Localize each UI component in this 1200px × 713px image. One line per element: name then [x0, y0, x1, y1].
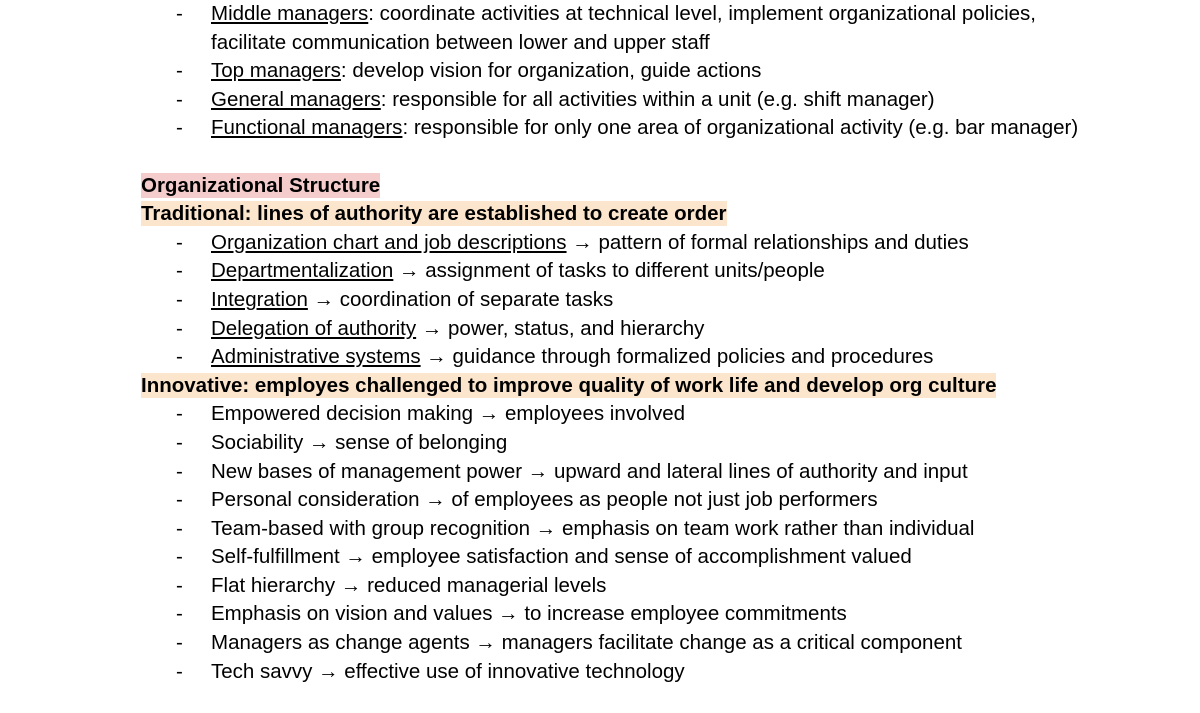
description-text: : responsible for only one area of organizational activity (e.g. bar manager) [402, 116, 1079, 140]
innovative-heading-row [0, 372, 1200, 401]
description-text: → pattern of formal relationships and duties [566, 230, 969, 254]
list-item [176, 114, 1091, 143]
description-text: → assignment of tasks to different units/people [393, 259, 825, 283]
list-item [176, 286, 1091, 315]
description-text: → power, status, and hierarchy [416, 316, 705, 340]
bullet-dash: - [176, 116, 183, 140]
bullet-dash: - [176, 545, 183, 569]
item-text: New bases of management power → upward and lateral lines of authority and input [211, 459, 968, 483]
bullet-dash: - [176, 631, 183, 655]
list-item [176, 658, 1091, 687]
bullet-dash: - [176, 573, 183, 597]
description-text: : coordinate activities at technical level, implement organizational policies, facilitate communication between lower and upper staff [211, 2, 1036, 54]
list-item [176, 57, 1091, 86]
bullet-dash: - [176, 516, 183, 540]
term-text: Top managers [211, 59, 341, 83]
description-text: → guidance through formalized policies and procedures [420, 345, 934, 369]
bullet-dash: - [176, 345, 183, 369]
list-item [176, 543, 1091, 572]
bullet-dash: - [176, 402, 183, 426]
bullet-dash: - [176, 316, 183, 340]
bullet-dash: - [176, 2, 183, 25]
bullet-dash: - [176, 259, 183, 283]
term-text: General managers [211, 87, 381, 111]
section-heading: Organizational Structure [141, 173, 381, 197]
traditional-heading: Traditional: lines of authority are established to create order [141, 202, 727, 226]
term-text: Functional managers [211, 116, 403, 140]
list-item [176, 315, 1091, 344]
list-item [176, 600, 1091, 629]
bullet-dash: - [176, 459, 183, 483]
item-text: Flat hierarchy → reduced managerial levels [211, 573, 607, 597]
item-text: Emphasis on vision and values → to increase employee commitments [211, 602, 847, 626]
term-text: Administrative systems [211, 345, 421, 369]
item-text: Empowered decision making → employees involved [211, 402, 686, 426]
list-item [176, 0, 1091, 57]
bullet-dash: - [176, 87, 183, 111]
section-heading-row [0, 172, 1200, 201]
managers-list [0, 0, 1091, 143]
innovative-list [0, 400, 1091, 686]
bullet-dash: - [176, 287, 183, 311]
traditional-list [0, 229, 1091, 372]
bullet-dash: - [176, 230, 183, 254]
term-text: Departmentalization [211, 259, 394, 283]
innovative-heading: Innovative: employes challenged to improve quality of work life and develop org culture [141, 373, 997, 397]
list-item [176, 572, 1091, 601]
item-text: Sociability → sense of belonging [211, 430, 508, 454]
list-item [176, 515, 1091, 544]
term-text: Integration [211, 287, 308, 311]
list-item [176, 429, 1091, 458]
paragraph-gap [0, 143, 1200, 172]
list-item [176, 400, 1091, 429]
list-item [176, 486, 1091, 515]
list-item [176, 629, 1091, 658]
item-text: Team-based with group recognition → emphasis on team work rather than individual [211, 516, 975, 540]
bullet-dash: - [176, 602, 183, 626]
bullet-dash: - [176, 59, 183, 83]
item-text: Managers as change agents → managers facilitate change as a critical component [211, 631, 962, 655]
description-text: → coordination of separate tasks [307, 287, 614, 311]
bullet-dash: - [176, 430, 183, 454]
list-item [176, 458, 1091, 487]
list-item [176, 257, 1091, 286]
traditional-heading-row [0, 200, 1200, 229]
list-item [176, 343, 1091, 372]
term-text: Organization chart and job descriptions [211, 230, 567, 254]
item-text: Tech savvy → effective use of innovative technology [211, 659, 685, 683]
description-text: : responsible for all activities within a unit (e.g. shift manager) [380, 87, 935, 111]
description-text: : develop vision for organization, guide actions [340, 59, 762, 83]
term-text: Delegation of authority [211, 316, 417, 340]
item-text: Personal consideration → of employees as people not just job performers [211, 488, 878, 512]
item-text: Self-fulfillment → employee satisfaction and sense of accomplishment valued [211, 545, 912, 569]
list-item [176, 86, 1091, 115]
list-item [176, 229, 1091, 258]
bullet-dash: - [176, 488, 183, 512]
term-text: Middle managers [211, 2, 369, 25]
bullet-dash: - [176, 659, 183, 683]
